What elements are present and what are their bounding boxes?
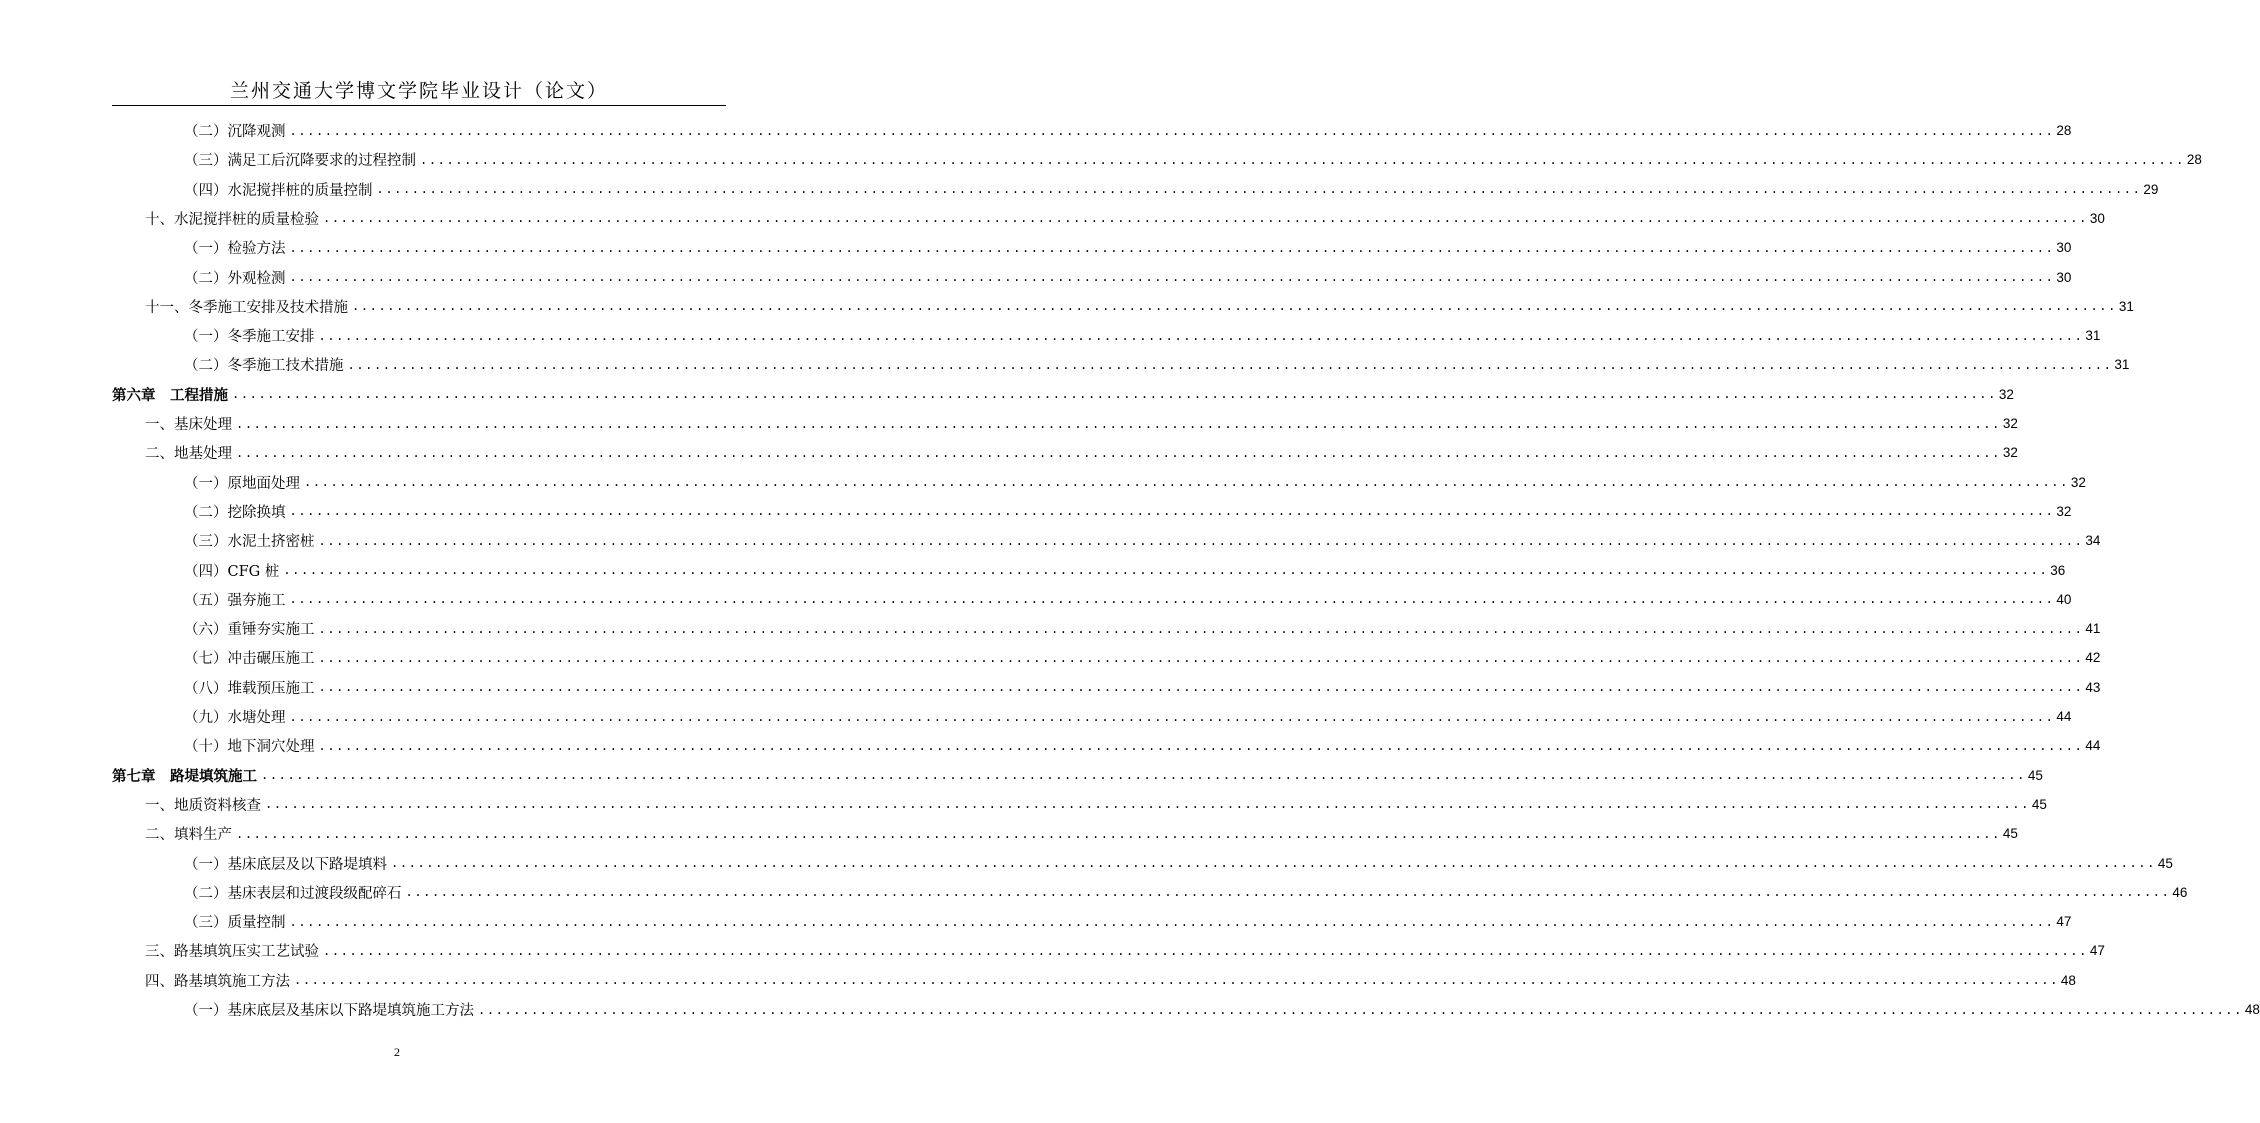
- toc-entry-page: 32: [2002, 445, 2018, 461]
- toc-entry-title: 二、地基处理: [145, 446, 232, 463]
- toc-leader-dots: ........................................................................................................................................................................................................: [289, 592, 2055, 607]
- toc-leader-dots: ........................................................................................................................................................................................................: [304, 475, 2069, 490]
- toc-entry-title: （一）基床底层及以下路堤填料: [184, 856, 387, 873]
- toc-entry-title: （三）质量控制: [184, 915, 286, 932]
- toc-entry[interactable]: [112, 380, 2014, 409]
- toc-entry-page: 31: [2085, 328, 2101, 344]
- toc-entry[interactable]: [184, 175, 2159, 204]
- toc-leader-dots: ........................................................................................................................................................................................................: [323, 211, 2088, 226]
- toc-leader-dots: ........................................................................................................................................................................................................: [289, 270, 2055, 284]
- toc-entry-page: 31: [2114, 357, 2130, 373]
- toc-entry[interactable]: [184, 233, 2072, 262]
- toc-entry-page: 30: [2089, 210, 2105, 226]
- toc-entry[interactable]: [145, 936, 2105, 965]
- toc-entry-title: （五）强夯施工: [184, 592, 286, 609]
- toc-entry-title: （二）挖除换填: [184, 504, 286, 521]
- toc-entry[interactable]: [184, 497, 2072, 526]
- toc-entry[interactable]: [145, 966, 2076, 995]
- toc-entry[interactable]: [184, 614, 2101, 643]
- toc-entry-page: 46: [2172, 884, 2188, 900]
- toc-entry-title: （二）沉降观测: [184, 124, 286, 140]
- toc-entry-title: （七）冲击碾压施工: [184, 651, 315, 668]
- toc-entry-title: （四）水泥搅拌桩的质量控制: [184, 182, 373, 199]
- toc-entry-page: 41: [2085, 621, 2101, 637]
- toc-leader-dots: ........................................................................................................................................................................................................: [318, 533, 2084, 548]
- toc-entry-title: 一、基床处理: [145, 417, 232, 433]
- toc-entry-page: 44: [2056, 709, 2072, 724]
- toc-entry-page: 47: [2089, 943, 2105, 959]
- toc-entry-page: 32: [2056, 503, 2072, 519]
- toc-leader-dots: ........................................................................................................................................................................................................: [391, 856, 2156, 870]
- toc-entry-page: 30: [2056, 240, 2072, 256]
- toc-entry-page: 48: [2244, 1002, 2260, 1017]
- toc-leader-dots: ........................................................................................................................................................................................................: [283, 563, 2049, 577]
- toc-leader-dots: ........................................................................................................................................................................................................: [352, 299, 2117, 314]
- toc-leader-dots: ........................................................................................................................................................................................................: [420, 152, 2185, 167]
- toc-entry-page: 42: [2085, 650, 2101, 666]
- toc-entry-title: （一）基床底层及基床以下路堤填筑施工方法: [184, 1003, 474, 1019]
- toc-leader-dots: ........................................................................................................................................................................................................: [323, 943, 2088, 958]
- toc-entry[interactable]: [145, 292, 2134, 321]
- toc-entry[interactable]: [184, 526, 2101, 555]
- toc-entry[interactable]: [184, 673, 2101, 702]
- toc-entry[interactable]: [184, 702, 2072, 731]
- toc-entry-title: 第七章 路堤填筑施工: [112, 767, 257, 785]
- toc-entry-title: （二）冬季施工技术措施: [184, 358, 344, 375]
- toc-entry[interactable]: [145, 204, 2105, 233]
- toc-entry[interactable]: [184, 731, 2101, 760]
- toc-leader-dots: ........................................................................................................................................................................................................: [318, 680, 2084, 695]
- toc-leader-dots: ........................................................................................................................................................................................................: [294, 973, 2059, 988]
- toc-entry[interactable]: [184, 350, 2130, 379]
- toc-leader-dots: ........................................................................................................................................................................................................: [232, 387, 1997, 402]
- toc-leader-dots: ........................................................................................................................................................................................................: [236, 826, 2001, 841]
- toc-entry[interactable]: [184, 145, 2202, 174]
- toc-leader-dots: ........................................................................................................................................................................................................: [376, 182, 2142, 197]
- toc-entry-page: 40: [2056, 591, 2072, 607]
- toc-entry[interactable]: [184, 585, 2072, 614]
- toc-leader-dots: ........................................................................................................................................................................................................: [265, 797, 2030, 812]
- toc-entry-title: （一）检验方法: [184, 241, 286, 258]
- toc-entry-page: 45: [2002, 826, 2018, 842]
- toc-entry-page: 45: [2031, 796, 2047, 812]
- page-number: 2: [394, 1045, 400, 1059]
- toc-entry-page: 31: [2118, 298, 2134, 314]
- toc-entry[interactable]: [112, 761, 2043, 790]
- toc-entry-title: 十、水泥搅拌桩的质量检验: [145, 211, 319, 228]
- toc-entry-page: 36: [2050, 562, 2066, 578]
- toc-leader-dots: ........................................................................................................................................................................................................: [289, 914, 2055, 929]
- toc-leader-dots: ........................................................................................................................................................................................................: [318, 650, 2084, 665]
- toc-leader-dots: ........................................................................................................................................................................................................: [318, 738, 2084, 753]
- toc-entry-page: 43: [2085, 679, 2101, 695]
- toc-leader-dots: ........................................................................................................................................................................................................: [405, 885, 2171, 900]
- toc-entry[interactable]: [184, 321, 2101, 350]
- toc-entry-page: 47: [2056, 914, 2072, 930]
- toc-entry-title: （一）冬季施工安排: [184, 329, 315, 346]
- toc-entry-page: 32: [2070, 474, 2086, 490]
- toc-entry-title: （一）原地面处理: [184, 475, 300, 492]
- toc-entry[interactable]: [184, 995, 2260, 1024]
- toc-entry[interactable]: [184, 907, 2072, 936]
- toc-entry-page: 44: [2085, 738, 2101, 754]
- toc-leader-dots: ........................................................................................................................................................................................................: [347, 357, 2113, 372]
- toc-leader-dots: ........................................................................................................................................................................................................: [289, 709, 2055, 724]
- toc-entry[interactable]: [145, 409, 2018, 438]
- toc-entry-page: 45: [2157, 855, 2173, 871]
- toc-entry[interactable]: [145, 438, 2018, 467]
- toc-leader-dots: ........................................................................................................................................................................................................: [289, 240, 2055, 255]
- header-title: 兰州交通大学博文学院毕业设计（论文）: [229, 80, 608, 102]
- toc-entry-title: 二、填料生产: [145, 827, 232, 844]
- toc-entry-page: 28: [2056, 123, 2072, 138]
- toc-entry[interactable]: [184, 116, 2072, 145]
- toc-entry-title: （三）满足工后沉降要求的过程控制: [184, 153, 416, 170]
- toc-entry-title: 四、路基填筑施工方法: [145, 973, 290, 990]
- toc-entry-title: （二）基床表层和过渡段级配碎石: [184, 885, 402, 902]
- toc-entry[interactable]: [184, 849, 2173, 878]
- toc-entry-title: 十一、冬季施工安排及技术措施: [145, 299, 348, 316]
- toc-entry-title: （二）外观检测: [184, 270, 286, 287]
- toc-entry-title: （四）CFG 桩: [184, 563, 280, 580]
- toc-leader-dots: ........................................................................................................................................................................................................: [318, 621, 2084, 636]
- toc-entry[interactable]: [184, 263, 2072, 292]
- toc-leader-dots: ........................................................................................................................................................................................................: [236, 445, 2001, 460]
- toc-entry[interactable]: [184, 643, 2101, 672]
- toc-entry[interactable]: [184, 468, 2086, 497]
- toc-entry[interactable]: [145, 819, 2018, 848]
- toc-leader-dots: ........................................................................................................................................................................................................: [318, 328, 2084, 343]
- toc-leader-dots: ........................................................................................................................................................................................................: [478, 1002, 2243, 1017]
- toc-entry-page: 32: [1998, 386, 2014, 402]
- toc-entry-page: 34: [2085, 533, 2101, 549]
- toc-entry-page: 30: [2056, 269, 2072, 285]
- toc-entry-title: 三、路基填筑压实工艺试验: [145, 944, 319, 961]
- toc-entry[interactable]: [145, 790, 2047, 819]
- toc-entry-title: 第六章 工程措施: [112, 386, 228, 404]
- header-rule: [112, 105, 726, 106]
- toc-entry-title: （十）地下洞穴处理: [184, 739, 315, 756]
- toc-entry-title: （三）水泥土挤密桩: [184, 534, 315, 551]
- toc-entry-title: 一、地质资料核查: [145, 797, 261, 814]
- toc-entry-page: 48: [2060, 972, 2076, 988]
- toc-entry[interactable]: [184, 878, 2188, 907]
- toc-leader-dots: ........................................................................................................................................................................................................: [261, 768, 2026, 783]
- toc-leader-dots: ........................................................................................................................................................................................................: [236, 416, 2001, 431]
- toc-entry-title: （八）堆载预压施工: [184, 680, 315, 697]
- toc-entry-page: 45: [2027, 767, 2043, 783]
- toc-entry-title: （九）水塘处理: [184, 710, 286, 726]
- toc-entry-title: （六）重锤夯实施工: [184, 622, 315, 639]
- toc-entry-page: 29: [2143, 181, 2159, 197]
- toc-entry-page: 32: [2002, 416, 2018, 431]
- toc-leader-dots: ........................................................................................................................................................................................................: [289, 123, 2055, 138]
- toc-entry[interactable]: [184, 556, 2066, 585]
- toc-leader-dots: ........................................................................................................................................................................................................: [289, 504, 2055, 519]
- toc-entry-page: 28: [2186, 152, 2202, 168]
